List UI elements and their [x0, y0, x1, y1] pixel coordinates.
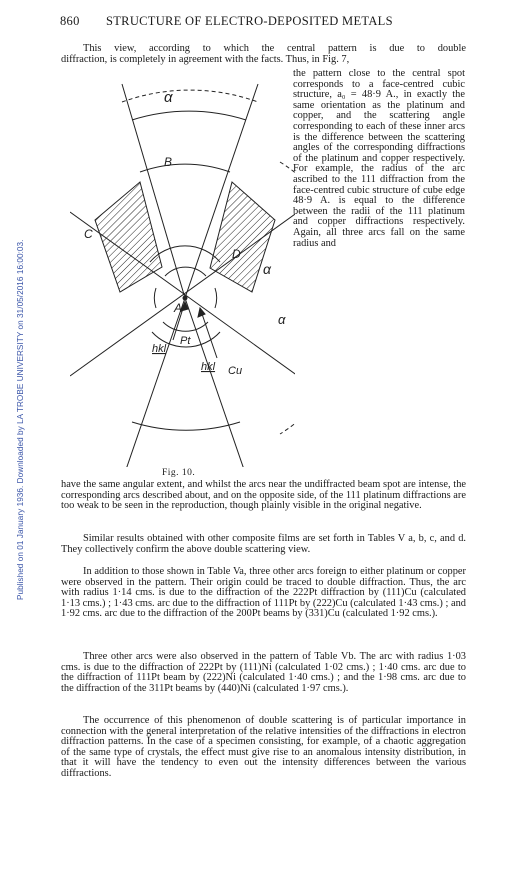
- radial-line-bottom-right: [185, 298, 250, 467]
- paragraph-1: have the same angular extent, and whilst the arcs near the undiffracted beam spot are intense, the corresponding arcs described about, and on the opposite side, of the 111 platinum diffractions are too weak to be seen in the reproduction, though plainly visible in the original negative.: [61, 479, 466, 512]
- label-C: C: [84, 227, 93, 241]
- label-Cu: Cu: [228, 365, 243, 377]
- page-header: [60, 14, 480, 34]
- arc-inner-left: [154, 288, 156, 308]
- hatched-region-left: [95, 182, 162, 292]
- arc-outer-top: [132, 111, 246, 120]
- paragraph-4: Three other arcs were also observed in the pattern of Table Vb. The arc with radius 1·03 cms. is due to the diffraction of 222Pt by (111)Ni (calculated 1·02 cms.) ; 1·40 cms. arc due to the diffraction of 111Pt beam by (222)Ni (calculated 1·40 cms.) ; and the 1·98 cms. arc due to the diffraction of the 311Pt beams by (440)Ni (calculated 1·97 cms.).: [61, 651, 466, 694]
- radial-line-bottom-left: [120, 298, 185, 467]
- figure-10-diagram: [70, 62, 295, 467]
- download-notice-text: Published on 01 January 1936. Downloaded by LA TROBE UNIVERSITY on 31/05/2016 16:00:03.: [16, 239, 25, 600]
- paragraph-3: In addition to those shown in Table Va, three other arcs foreign to either platinum or copper were observed in the pattern. Their origin could be traced to double diffraction. Thus, the arc with radius 1·14 cms. is due to the diffraction of the 222Pt diffraction by (111)Cu (calculated 1·13 cms.) ; 1·43 cms. arc due to the diffraction of 111Pt by (222)Cu (calculated 1·43 cms.) ; and 1·92 cms. arc due to the diffraction of the 200Pt beams by (331)Cu (calculated 1·92 cms.).: [61, 566, 466, 620]
- arc-middle-top: [140, 164, 230, 172]
- arc-top-dashed: [122, 90, 258, 102]
- paragraph-5: The occurrence of this phenomenon of double scattering is of particular importance in connection with the general interpretation of the relative intensities of the diffractions in electron diffraction patterns. In the case of a specimen consisting, for example, of a chaotic aggregation of the same type of crystals, the effect must give rise to an anomalous intensity distribution, in that it will have the tendency to even out the intensity differences between the various diffractions.: [61, 715, 466, 779]
- arc-right-dashed: [280, 162, 295, 434]
- running-title: STRUCTURE OF ELECTRO-DEPOSITED METALS: [106, 14, 393, 28]
- side-column-text: the pattern close to the central spot corresponds to a face-centred cubic structure, a₀ = 48·9 A., in exactly the same orientation as the platinum and copper, and the scattering angle corresponding to each of these inner arcs is the difference between the scattering angles of the corresponding diffractions of the platinum and copper respectively. For example, the radius of the arc ascribed to the 111 diffraction from the face-centred cubic structure of cube edge 48·9 A. is equal to the difference between the radii of the 111 platinum and copper diffractions respectively. Again, all three arcs fall on the same radius and: [293, 68, 465, 249]
- label-A: A: [174, 301, 183, 315]
- label-hkl-left: hkl: [152, 343, 167, 355]
- label-alpha-lower: α: [278, 312, 286, 327]
- central-spot: [183, 296, 188, 301]
- label-D: D: [232, 247, 241, 261]
- download-notice: [5, 130, 25, 600]
- label-hkl-right: hkl: [201, 361, 216, 373]
- hkl-right-arrowhead: [198, 308, 205, 317]
- arc-inner-right: [215, 288, 217, 308]
- label-Pt: Pt: [180, 335, 191, 347]
- arc-inner-bottom: [163, 322, 208, 331]
- intro-line-2: diffraction, is completely in agreement with the facts. Thus, in Fig. 7,: [61, 53, 350, 65]
- arc-inner-top: [165, 267, 206, 276]
- label-B: B: [164, 155, 173, 169]
- paragraph-2: Similar results obtained with other composite films are set forth in Tables V a, b, c, and d. They collectively confirm the above double scattering view.: [61, 533, 466, 555]
- intro-line-1: This view, according to which the central pattern is due to double: [83, 43, 466, 54]
- arc-outer-bottom: [132, 422, 240, 430]
- figure-caption: Fig. 10.: [162, 468, 196, 478]
- page-number: 860: [60, 14, 80, 28]
- label-alpha-right: α: [263, 261, 271, 277]
- label-alpha-top: α: [164, 89, 173, 106]
